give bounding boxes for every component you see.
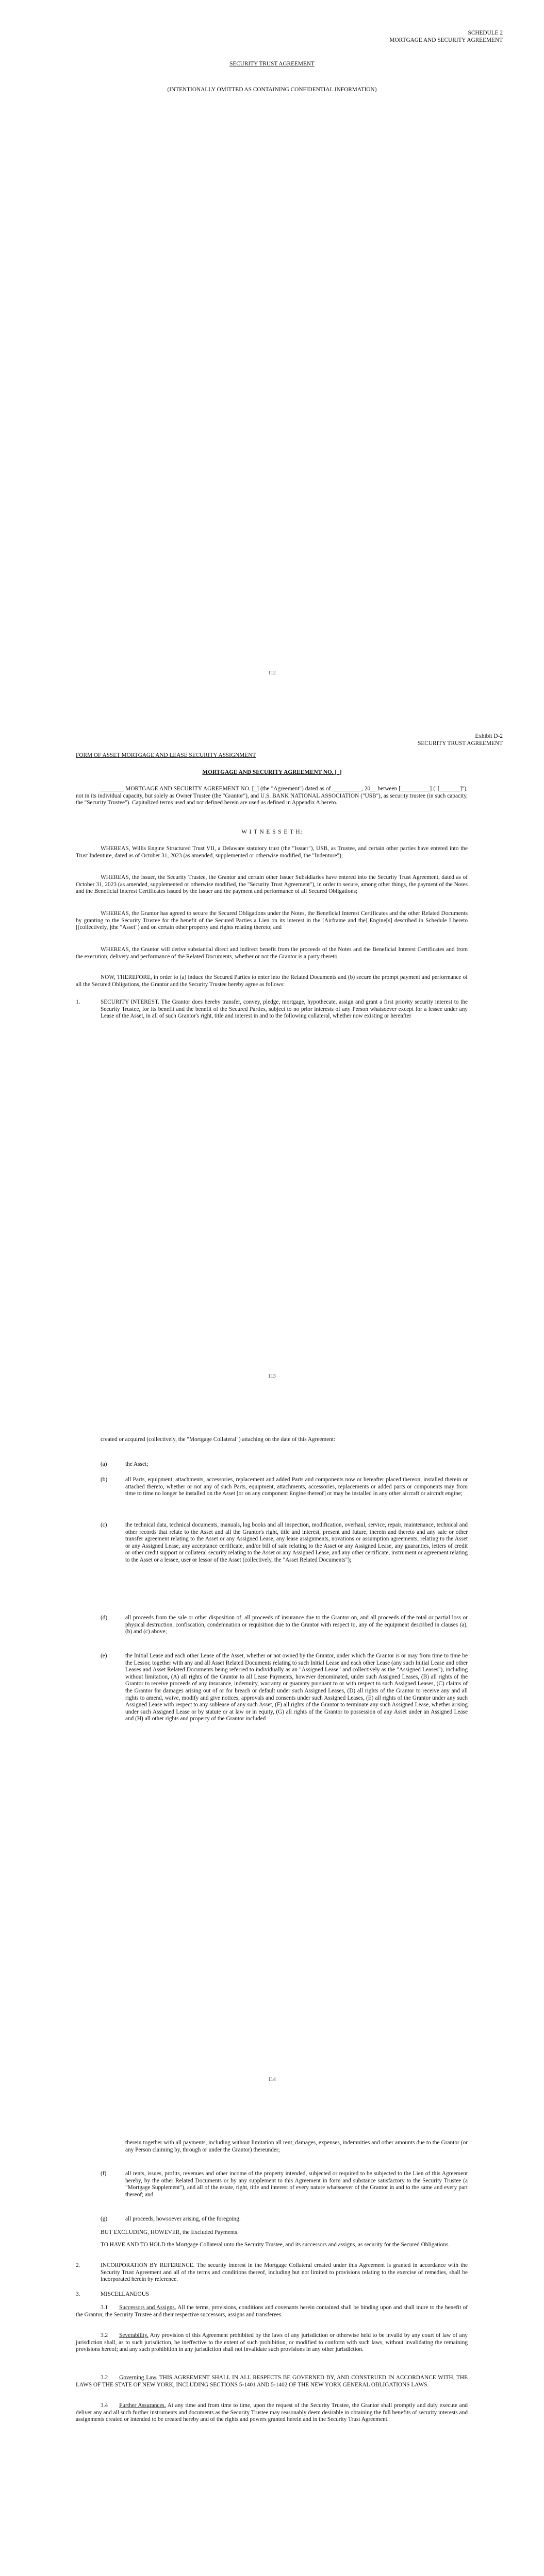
exhibit-label: Exhibit D-2: [475, 733, 503, 739]
section-1-security-interest: SECURITY INTEREST. The Grantor does hereby transfer, convey, pledge, mortgage, hypothecate, assign and grant a first priority security interest to the Security Trustee, for its benefit and the benefit of the Secured Parties, subject to no prior interests of any Person whatsoever except for a lessee under any Lease of the Asset, in all of such Grantor's right, title and interest in and to the following collateral, whether now existing or hereafter: [101, 999, 468, 1020]
list-item-text: the technical data, technical documents, manuals, log books and all inspection, modification, overhaul, service, repair, maintenance, technical and other records that relate to the Asset and all the Grantor's right, title and interest, present and future, therein and thereto and any sale or other transfer agreement relating to the Asset or any Assigned Lease, any lease assignments, novations or assumption agreements, relating to the Asset or any Assigned Lease, any acceptance certificate, and/or bill of sale relating to the Asset or any Assigned Lease, any guaranties, letters of credit or other credit support or collateral security relating to the Asset or any Assigned Lease, and any other certificate, instrument or agreement relating to the Asset or a lessee, user or lessor of the Asset (collectively, the "Asset Related Documents");: [125, 1522, 468, 1563]
page-number: 112: [268, 670, 276, 676]
agreement-title: MORTGAGE AND SECURITY AGREEMENT NO. [_]: [202, 769, 342, 775]
whereas-paragraph: WHEREAS, Willis Engine Structured Trust VII, a Delaware statutory trust (the "Issuer"), USB, as Trustee, and certain other parties have entered into the Trust Indenture, dated as of October 31, 2023 (as amended, supplemented or otherwise modified, the "Indenture");: [76, 845, 468, 859]
subsection-body: THIS AGREEMENT SHALL IN ALL RESPECTS BE GOVERNED BY, AND CONSTRUED IN ACCORDANCE WITH, THE LAWS OF THE STATE OF NEW YORK, INCLUDING SECTIONS 5-1401 AND 5-1402 OF THE NEW YORK GENERAL OBLIGATIONS LAWS.: [76, 2375, 468, 2388]
section-3-heading: MISCELLANEOUS: [101, 2291, 150, 2297]
witnesseth-heading: W I T N E S S E T H:: [241, 829, 303, 835]
subsection-3-2: [76, 2332, 468, 2353]
list-item-marker: (a): [101, 1461, 107, 1467]
subsection-number: 3.2: [101, 2332, 108, 2338]
now-therefore-paragraph: NOW, THEREFORE, in order to (a) induce the Secured Parties to enter into the Related Documents and (b) secure the prompt payment and performance of all the Secured Obligations, the Grantor and the Security Trustee hereby agree as follows:: [76, 974, 468, 988]
page-115: [0, 2110, 544, 2576]
continuation-paragraph: therein together with all payments, including without limitation all rent, damages, expenses, indemnities and other amounts due to the Grantor (or any Person claiming by, through or under the Grantor) thereunder;: [125, 2140, 468, 2153]
subsection-body: Any provision of this Agreement prohibited by the laws of any jurisdiction or otherwise held to be invalid by any court of law of any jurisdiction shall, as to such jurisdiction, be ineffective to the extent of such prohibition, or modified to conform with such laws, without invalidating the remaining provisions hereof; and any such prohibition in any jurisdiction shall not invalidate such provisions in any other jurisdiction.: [76, 2332, 468, 2353]
list-item-text: the Asset;: [125, 1461, 149, 1467]
list-item-marker: (g): [101, 2216, 108, 2222]
schedule-subtitle: MORTGAGE AND SECURITY AGREEMENT: [389, 37, 503, 43]
list-item-marker: (e): [101, 1653, 107, 1659]
exhibit-subtitle: SECURITY TRUST AGREEMENT: [418, 740, 503, 747]
habendum-paragraph: TO HAVE AND TO HOLD the Mortgage Collateral unto the Security Trustee, and its successors and assigns, as security for the Secured Obligations.: [101, 2242, 450, 2248]
page-number: 114: [268, 2077, 276, 2082]
subsection-heading: Governing Law.: [119, 2375, 158, 2381]
omitted-notice: (INTENTIONALLY OMITTED AS CONTAINING CONFIDENTIAL INFORMATION): [167, 87, 377, 93]
list-item-text: all rents, issues, profits, revenues and other income of the property intended, subjected or required to be subjected to the Lien of this Agreement hereby, by the other Related Documents or by any supplement to this Agreement in form and substance satisfactory to the Security Trustee (a "Mortgage Supplement"), and all of the estate, right, title and interest of every nature whatsoever of the Grantor in and to the same and every part thereof; and: [125, 2171, 468, 2198]
list-item-marker: (f): [101, 2171, 107, 2177]
whereas-paragraph: WHEREAS, the Grantor has agreed to secure the Secured Obligations under the Notes, the Beneficial Interest Certificates and the other Related Documents by granting to the Security Trustee for the benefit of the Secured Parties a Lien on its interest in the [Airframe and the] Engine[s] described in Schedule I hereto [(collectively, ]the "Asset") and on certain other property and rights relating thereto; and: [76, 910, 468, 931]
list-item-marker: (c): [101, 1522, 107, 1528]
subsection-number: 3.1: [101, 2304, 108, 2311]
subsection-heading: Successors and Assigns.: [119, 2304, 176, 2311]
list-item-marker: (d): [101, 1615, 108, 1621]
list-item-text: all proceeds from the sale or other disposition of, all proceeds of insurance due to the Grantor on, and all proceeds of the total or partial loss or physical destruction, confiscation, condemnation or requisition due to the Grantor with respect to, any of the equipment described in clauses (a), (b) and (c) above;: [125, 1615, 468, 1635]
subsection-number: 3.4: [101, 2402, 108, 2409]
section-number: 2.: [76, 2262, 80, 2268]
section-2-incorporation: INCORPORATION BY REFERENCE. The security interest in the Mortgage Collateral created under this Agreement is granted in accordance with the Security Trust Agreement and all of the terms and conditions thereof, including but not limited to provisions relating to the exercise of remedies, shall be incorporated herein by reference.: [101, 2262, 468, 2283]
continuation-paragraph: created or acquired (collectively, the "Mortgage Collateral") attaching on the date of this Agreement:: [101, 1436, 336, 1443]
document-title: SECURITY TRUST AGREEMENT: [229, 61, 315, 67]
list-item-text: all Parts, equipment, attachments, accessories, replacement and added Parts and components now or hereafter placed thereon, installed therein or attached thereto, whether or not any of such Parts, equipment, attachments, accessories, replacements or added parts or components may from time to time no longer be installed on the Asset [or on any component Engine thereof] or may be installed in any other aircraft or aircraft engine;: [125, 1477, 468, 1497]
list-item-text: all proceeds, howsoever arising, of the foregoing.: [125, 2216, 241, 2222]
schedule-label: SCHEDULE 2: [468, 30, 503, 36]
section-number: 1.: [76, 999, 80, 1005]
subsection-heading: Severability.: [119, 2332, 149, 2338]
subsection-body: All the terms, provisions, conditions and covenants herein contained shall be binding upon and shall inure to the benefit of the Grantor, the Security Trustee and their respective successors, assigns and transferees.: [76, 2304, 468, 2318]
subsection-3-1: [76, 2304, 468, 2318]
whereas-paragraph: WHEREAS, the Grantor will derive substantial direct and indirect benefit from the proceeds of the Notes and the Beneficial Interest Certificates and from the execution, delivery and performance of the Related Documents, whether or not the Grantor is a party thereto.: [76, 946, 468, 960]
subsection-number: 3.2: [101, 2375, 108, 2381]
but-excluding-paragraph: BUT EXCLUDING, HOWEVER, the Excluded Payments.: [101, 2229, 239, 2235]
subsection-3-3: [76, 2375, 468, 2388]
intro-paragraph: ________ MORTGAGE AND SECURITY AGREEMENT NO. [_] (the "Agreement") dated as of __________, 20__ between [__________] ("[_______]"), not in its individual capacity, but solely as Owner Trustee (the "Grantor"), and U.S. BANK NATIONAL ASSOCIATION ("USB"), as security trustee (in such capacity, the "Security Trustee"). Capitalized terms used and not defined herein are used as defined in Appendix A hereto.: [76, 786, 468, 806]
subsection-3-4: [76, 2402, 468, 2424]
list-item-text: the Initial Lease and each other Lease of the Asset, whether or not owned by the Grantor, under which the Grantor is or may from time to time be the Lessor, together with any and all Asset Related Documents relating to such Initial Lease and each other Lease (any such Initial Lease and other Leases and Asset Related Documents being referred to individually as an "Assigned Lease" and collectively as the "Assigned Leases"), including without limitation, (A) all rights of the Grantor to all Lease Payments, however denominated, under such Assigned Leases, (B) all rights of the Grantor to receive proceeds of any insurance, indemnity, warranty or guaranty pursuant to or with respect to such Assigned Leases, (C) claims of the Grantor for damages arising out of or for breach or default under such Assigned Leases, (D) all rights of the Grantor to receive any and all rights to amend, waive, modify and give notices, approvals and consents under such Assigned Leases, (E) all rights of the Grantor under any such Assigned Lease with respect to any sublease of any such Asset, (F) all rights of the Grantor to terminate any such Assigned Lease, whether arising under such Assigned Lease or by statute or at law or in equity, (G) all rights of the Grantor to possession of any Asset under an Assigned Lease and (H) all other rights and property of the Grantor included: [125, 1653, 468, 1722]
subsection-heading: Further Assurances.: [119, 2402, 166, 2409]
section-number: 3.: [76, 2291, 80, 2297]
page-number: 113: [268, 1374, 276, 1379]
subsection-body: At any time and from time to time, upon the request of the Security Trustee, the Grantor shall promptly and duly execute and deliver any and all such further instruments and documents as the Security Trustee may reasonably deem desirable in obtaining the full benefits of security interests and assignments created or intended to be created hereby and of the rights and powers granted herein and in the Security Trust Agreement.: [76, 2402, 468, 2423]
page-112: [0, 0, 544, 703]
page-114: [0, 1406, 544, 2110]
page-113: [0, 703, 544, 1406]
list-item-marker: (b): [101, 1477, 108, 1483]
form-title: FORM OF ASSET MORTGAGE AND LEASE SECURITY ASSIGNMENT: [76, 752, 256, 758]
whereas-paragraph: WHEREAS, the Issuer, the Security Trustee, the Grantor and certain other Issuer Subsidiaries have entered into the Security Trust Agreement, dated as of October 31, 2023 (as amended, supplemented or otherwise modified, the "Security Trust Agreement"), in order to secure, among other things, the payment of the Notes and the Beneficial Interest Certificates issued by the Issuer and the payment and performance of all Secured Obligations;: [76, 874, 468, 895]
